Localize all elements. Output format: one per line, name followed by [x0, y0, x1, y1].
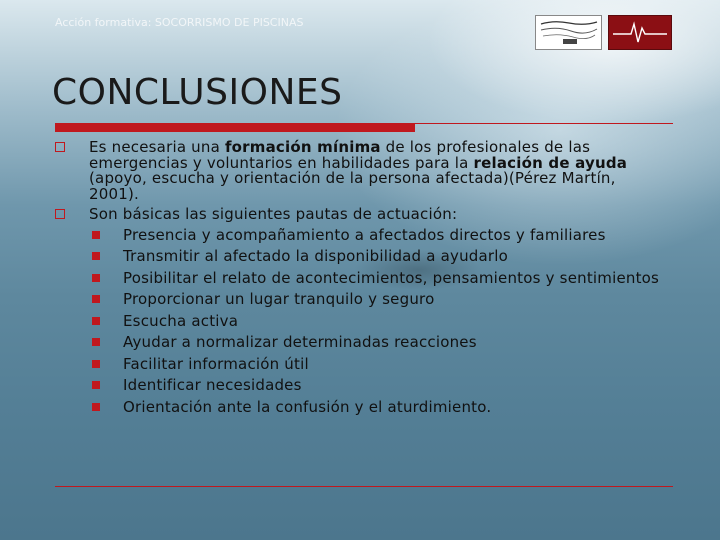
pauta-text: Presencia y acompañamiento a afectados directos y familiares [123, 225, 606, 244]
pauta-item [55, 225, 665, 244]
pauta-item [55, 354, 665, 373]
point-1-part-e: (apoyo, escucha y orientación de la persona afectada)(Pérez Martín, 2001). [89, 169, 616, 203]
pauta-text: Escucha activa [123, 311, 239, 330]
title-accent-bar [55, 124, 415, 132]
content-list [55, 140, 665, 421]
pauta-text: Orientación ante la confusión y el aturdimiento. [123, 397, 492, 416]
filled-square-bullet-icon [92, 295, 100, 303]
filled-square-bullet-icon [92, 381, 100, 389]
right-logo [608, 15, 672, 50]
pauta-text: Transmitir al afectado la disponibilidad a ayudarlo [123, 247, 509, 265]
pauta-item [55, 311, 665, 330]
point-1-part-c: de los profesionales de las emergencias y voluntarios en habilidades para la [89, 138, 591, 172]
pauta-text: Posibilitar el relato de acontecimientos, pensamientos y sentimientos [123, 268, 660, 287]
filled-square-bullet-icon [92, 338, 100, 346]
pauta-text: Proporcionar un lugar tranquilo y seguro [123, 290, 435, 308]
filled-square-bullet-icon [92, 403, 100, 411]
conclusion-point-2 [55, 207, 665, 223]
filled-square-bullet-icon [92, 360, 100, 368]
pauta-text: Ayudar a normalizar determinadas reacciones [123, 333, 477, 351]
logo-image-icon [539, 18, 599, 47]
filled-square-bullet-icon [92, 231, 100, 239]
pauta-item [55, 268, 665, 287]
point-1-bold-b: relación de ayuda [473, 153, 628, 172]
point-2-text: Son básicas las siguientes pautas de actuación: [89, 205, 458, 223]
conclusion-point-1 [55, 140, 665, 202]
footer-divider [55, 486, 673, 487]
course-header: Acción formativa: SOCORRISMO DE PISCINAS [55, 16, 304, 29]
filled-square-bullet-icon [92, 252, 100, 260]
heartbeat-icon [611, 18, 669, 47]
pauta-item [55, 397, 665, 416]
pauta-item [55, 292, 665, 308]
filled-square-bullet-icon [92, 274, 100, 282]
point-1-bold-a: formación mínima [224, 138, 381, 156]
slide-title: CONCLUSIONES [52, 72, 343, 113]
pauta-item [55, 249, 665, 265]
left-logo [535, 15, 602, 50]
pauta-text: Facilitar información útil [123, 354, 309, 373]
filled-square-bullet-icon [92, 317, 100, 325]
hollow-square-bullet-icon [55, 142, 65, 152]
pauta-text: Identificar necesidades [123, 376, 302, 394]
point-1-text [89, 138, 627, 203]
point-1-part-a: Es necesaria una [89, 138, 225, 156]
pauta-item [55, 378, 665, 394]
hollow-square-bullet-icon [55, 209, 65, 219]
pauta-item [55, 335, 665, 351]
